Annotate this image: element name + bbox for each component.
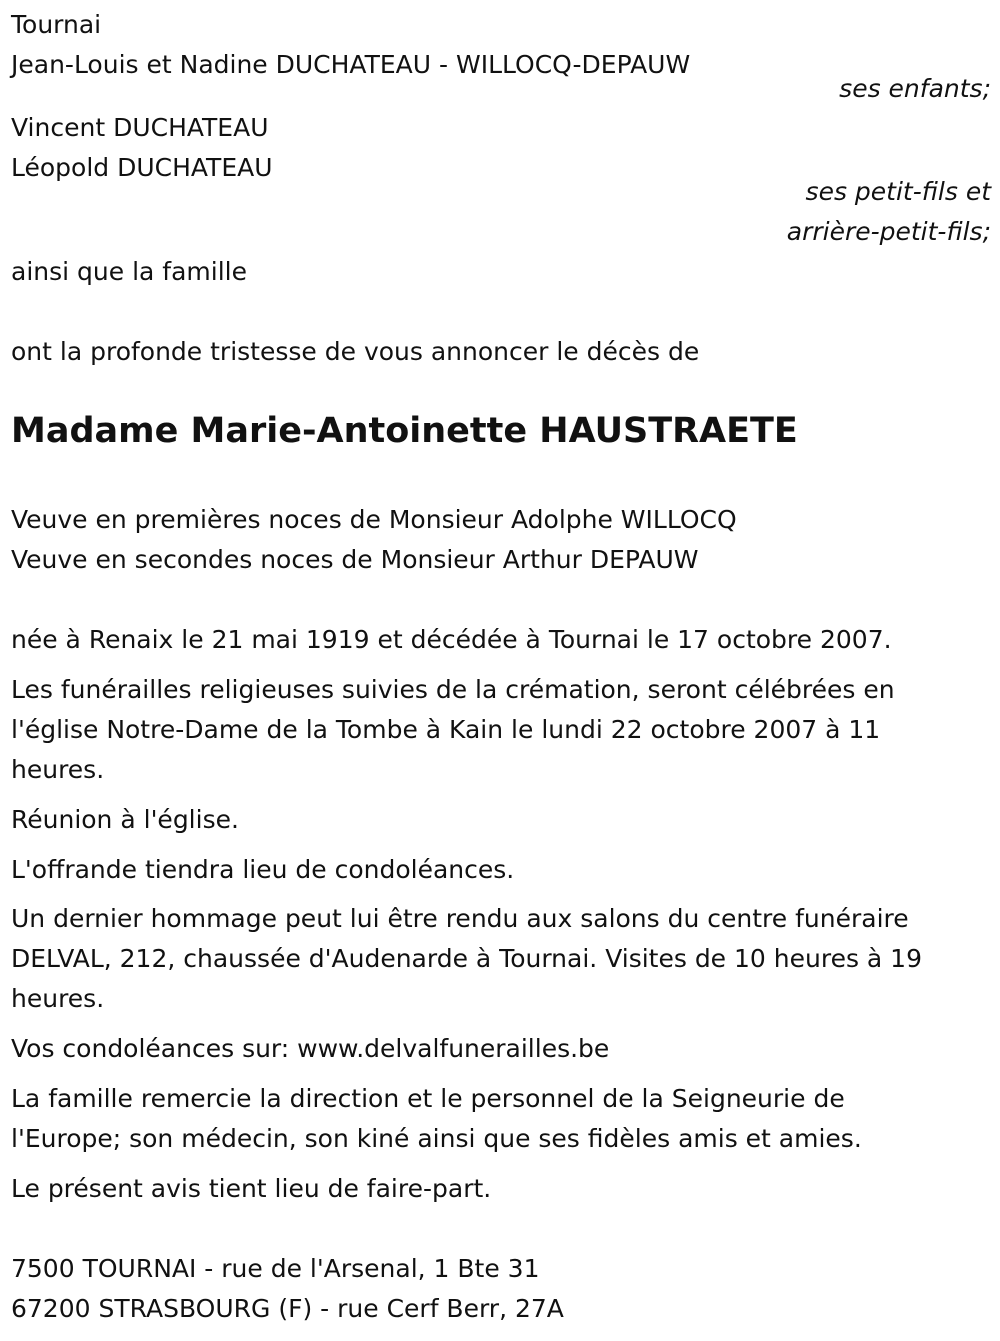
grandchildren-role-line-2: arrière-petit-fils; [786, 217, 991, 246]
grandchildren-role-line-1: ses petit-fils et [805, 177, 991, 206]
address-strasbourg: 67200 STRASBOURG (F) - rue Cerf Berr, 27A [11, 1294, 564, 1323]
birth-death-line: née à Renaix le 21 mai 1919 et décédée à Tournai le 17 octobre 2007. [11, 625, 892, 654]
grandchild-name: Léopold DUCHATEAU [11, 153, 273, 182]
children-role: ses enfants; [839, 74, 991, 103]
grandchild-name: Vincent DUCHATEAU [11, 113, 269, 142]
notice-line: Le présent avis tient lieu de faire-part. [11, 1174, 492, 1203]
homage-paragraph: Un dernier hommage peut lui être rendu aux salons du centre funéraire DELVAL, 212, chaussée d'Audenarde à Tournai. Visites de 10 heures à 19 heures. [11, 904, 922, 1013]
deceased-name: Madame Marie-Antoinette HAUSTRAETE [11, 411, 798, 451]
address-tournai: 7500 TOURNAI - rue de l'Arsenal, 1 Bte 31 [11, 1254, 540, 1283]
funeral-paragraph: Les funérailles religieuses suivies de la crémation, seront célébrées en l'église Notre-Dame de la Tombe à Kain le lundi 22 octobre 2007 à 11 heures. [11, 675, 895, 784]
family-line: ainsi que la famille [11, 257, 247, 286]
offering-line: L'offrande tiendra lieu de condoléances. [11, 855, 515, 884]
city-line: Tournai [11, 10, 102, 39]
announcement-intro: ont la profonde tristesse de vous annoncer le décès de [11, 337, 700, 366]
thanks-paragraph: La famille remercie la direction et le personnel de la Seigneurie de l'Europe; son médecin, son kiné ainsi que ses fidèles amis et amies. [11, 1084, 862, 1153]
children-names: Jean-Louis et Nadine DUCHATEAU - WILLOCQ-DEPAUW [11, 50, 691, 79]
widow-first-marriage: Veuve en premières noces de Monsieur Adolphe WILLOCQ [11, 505, 737, 534]
condolences-line: Vos condoléances sur: www.delvalfunerailles.be [11, 1034, 610, 1063]
widow-second-marriage: Veuve en secondes noces de Monsieur Arthur DEPAUW [11, 545, 699, 574]
meeting-line: Réunion à l'église. [11, 805, 239, 834]
